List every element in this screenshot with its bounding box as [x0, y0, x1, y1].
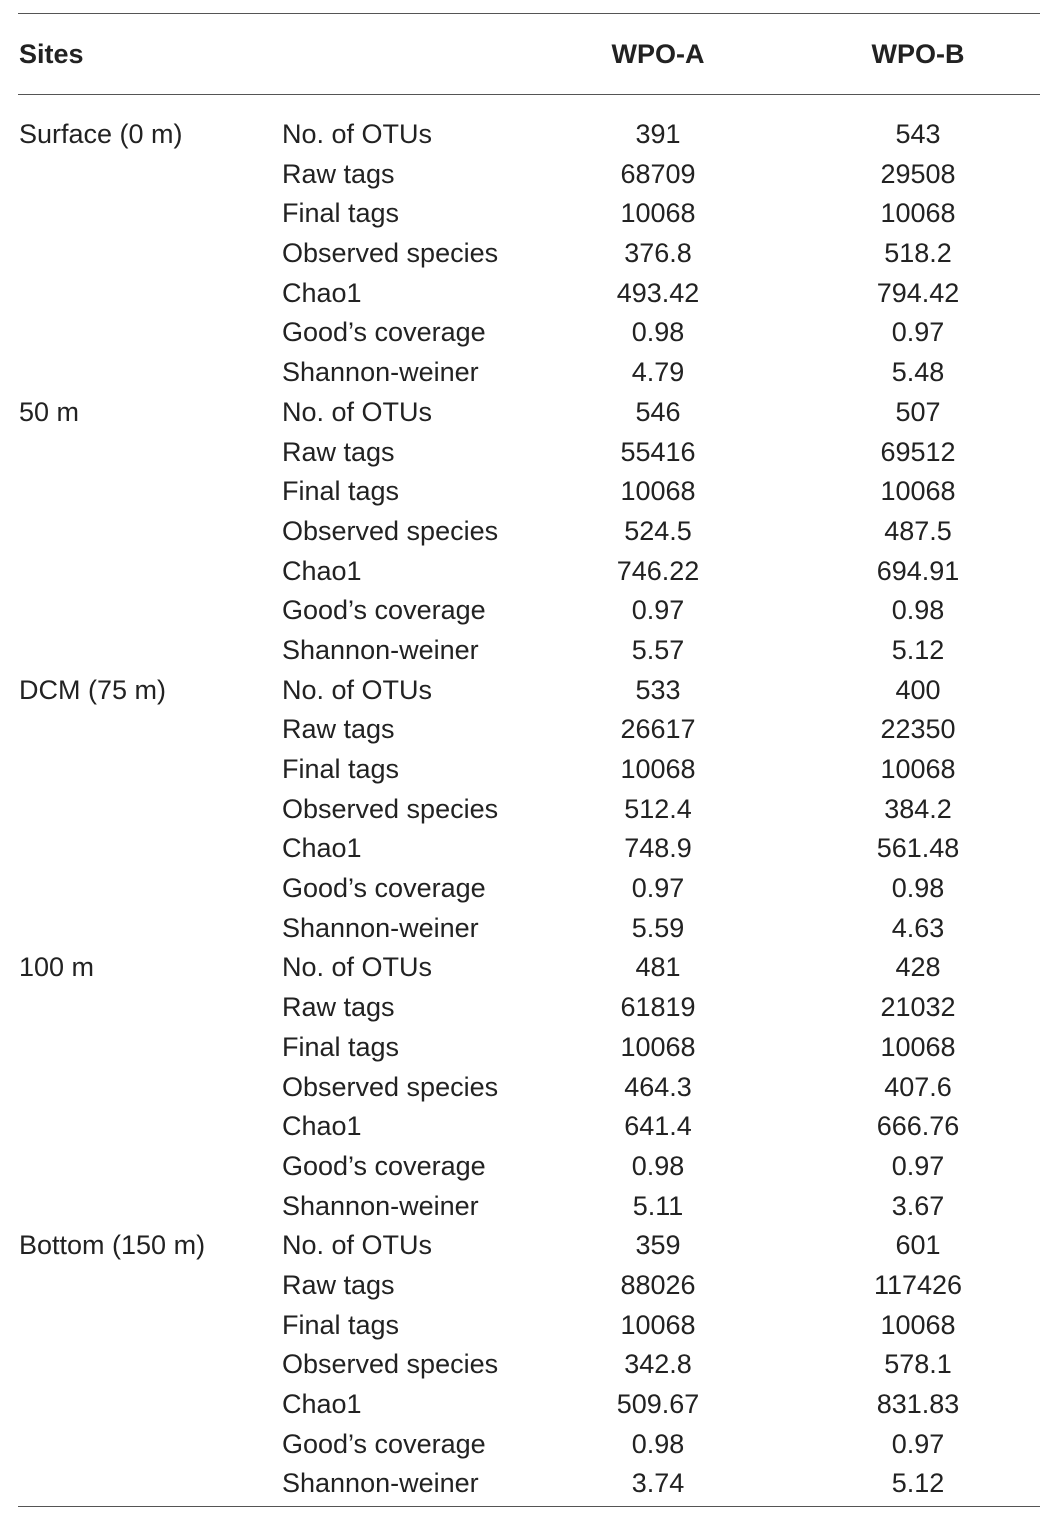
header-wpo-b: WPO-B: [871, 39, 965, 69]
value-wpo-a: 0.97: [631, 873, 685, 904]
metric-label: No. of OTUs: [282, 952, 433, 983]
table-bottom-rule: [18, 1506, 1040, 1507]
metric-label: Raw tags: [282, 992, 395, 1023]
metric-label: Observed species: [282, 238, 499, 269]
value-wpo-a: 641.4: [624, 1111, 692, 1142]
metric-label: No. of OTUs: [282, 674, 433, 705]
metric-label: Raw tags: [282, 436, 395, 467]
table-row: [0, 1305, 1056, 1345]
table-row: [0, 1424, 1056, 1464]
metric-label: Shannon-weiner: [282, 1468, 479, 1499]
metric-label: Shannon-weiner: [282, 357, 479, 388]
value-wpo-b: 428: [895, 952, 941, 983]
site-label: Bottom (150 m): [19, 1230, 206, 1261]
value-wpo-a: 391: [635, 119, 681, 149]
value-wpo-b: 543: [895, 119, 941, 149]
table-row: [0, 828, 1056, 868]
table-row: [0, 233, 1056, 273]
value-wpo-b: 10068: [880, 1309, 956, 1340]
table-row: [0, 1067, 1056, 1107]
metric-label: Chao1: [282, 833, 362, 864]
table-row: [0, 312, 1056, 352]
table-row: [0, 1384, 1056, 1424]
value-wpo-a: 5.11: [632, 1190, 684, 1221]
table-row: [0, 1344, 1056, 1384]
value-wpo-a: 0.98: [631, 317, 685, 348]
value-wpo-a: 342.8: [624, 1349, 692, 1380]
table-row: [0, 1265, 1056, 1305]
metric-label: No. of OTUs: [282, 119, 433, 149]
value-wpo-a: 0.97: [631, 595, 685, 626]
metric-label: Shannon-weiner: [282, 1190, 479, 1221]
value-wpo-b: 10068: [880, 476, 956, 507]
value-wpo-a: 68709: [620, 158, 696, 189]
table-row: [0, 193, 1056, 233]
value-wpo-b: 69512: [880, 436, 956, 467]
value-wpo-b: 3.67: [891, 1190, 945, 1221]
value-wpo-a: 10068: [620, 1031, 696, 1062]
value-wpo-b: 0.97: [891, 317, 945, 348]
value-wpo-a: 10068: [620, 1309, 696, 1340]
metric-label: Shannon-weiner: [282, 634, 479, 665]
value-wpo-a: 5.57: [631, 634, 685, 665]
table-row: [0, 114, 1056, 154]
table-row: [0, 789, 1056, 829]
metric-label: Chao1: [282, 1111, 362, 1142]
metric-label: Raw tags: [282, 1269, 395, 1300]
value-wpo-b: 117426: [873, 1269, 963, 1300]
value-wpo-a: 4.79: [631, 357, 685, 388]
table-row: [0, 908, 1056, 948]
value-wpo-b: 29508: [880, 158, 956, 189]
table-row: [0, 987, 1056, 1027]
value-wpo-b: 5.12: [891, 1468, 945, 1499]
value-wpo-a: 376.8: [624, 238, 692, 269]
table-row: [0, 551, 1056, 591]
value-wpo-b: 694.91: [876, 555, 960, 586]
table-row: [0, 709, 1056, 749]
value-wpo-a: 55416: [620, 436, 696, 467]
table-row: [0, 511, 1056, 551]
value-wpo-a: 3.74: [631, 1468, 685, 1499]
table-row: [0, 1463, 1056, 1503]
metric-label: Chao1: [282, 277, 362, 308]
metric-label: No. of OTUs: [282, 1230, 433, 1261]
value-wpo-b: 0.98: [891, 873, 945, 904]
value-wpo-a: 10068: [620, 198, 696, 229]
value-wpo-b: 10068: [880, 1031, 956, 1062]
metric-label: Final tags: [282, 754, 400, 784]
value-wpo-a: 493.42: [616, 277, 700, 308]
value-wpo-a: 546: [635, 396, 681, 427]
value-wpo-a: 512.4: [624, 793, 692, 824]
value-wpo-b: 4.63: [891, 912, 945, 943]
value-wpo-a: 61819: [620, 992, 696, 1023]
metric-label: Final tags: [282, 1031, 400, 1062]
value-wpo-b: 22350: [880, 714, 956, 745]
site-label: 50 m: [19, 396, 80, 427]
value-wpo-a: 464.3: [624, 1071, 692, 1102]
value-wpo-a: 88026: [620, 1269, 696, 1300]
metric-label: Chao1: [282, 1389, 362, 1419]
value-wpo-b: 507: [895, 396, 941, 427]
value-wpo-a: 481: [635, 952, 681, 983]
table-row: [0, 1146, 1056, 1186]
table-row: [0, 1225, 1056, 1265]
table-row: [0, 868, 1056, 908]
header-sites: Sites: [19, 39, 84, 69]
value-wpo-a: 10068: [620, 476, 696, 507]
value-wpo-b: 518.2: [884, 238, 952, 269]
site-label: DCM (75 m): [19, 674, 166, 705]
value-wpo-b: 10068: [880, 198, 956, 229]
value-wpo-b: 0.97: [891, 1150, 945, 1181]
table-row: [0, 432, 1056, 472]
value-wpo-b: 407.6: [884, 1071, 952, 1102]
value-wpo-a: 509.67: [616, 1389, 700, 1419]
table-row: [0, 1027, 1056, 1067]
metric-label: Raw tags: [282, 714, 395, 745]
value-wpo-a: 746.22: [616, 555, 700, 586]
table-row: [0, 352, 1056, 392]
table-row: [0, 947, 1056, 987]
table-row: [0, 154, 1056, 194]
metric-label: Good’s coverage: [282, 317, 486, 348]
metric-label: Raw tags: [282, 158, 395, 189]
table-row: [0, 1106, 1056, 1146]
value-wpo-b: 794.42: [876, 277, 960, 308]
site-label: Surface (0 m): [19, 119, 183, 149]
value-wpo-b: 5.48: [891, 357, 945, 388]
metric-label: Good’s coverage: [282, 1428, 486, 1459]
value-wpo-a: 10068: [620, 754, 696, 784]
value-wpo-a: 26617: [620, 714, 696, 745]
table-top-rule: [18, 13, 1040, 14]
value-wpo-a: 0.98: [631, 1150, 685, 1181]
value-wpo-b: 21032: [880, 992, 956, 1023]
value-wpo-a: 533: [635, 674, 681, 705]
table-header-row: [0, 28, 1056, 80]
value-wpo-a: 5.59: [631, 912, 685, 943]
metric-label: Shannon-weiner: [282, 912, 479, 943]
value-wpo-a: 359: [635, 1230, 681, 1261]
value-wpo-b: 666.76: [876, 1111, 960, 1142]
table-row: [0, 749, 1056, 789]
value-wpo-b: 561.48: [876, 833, 960, 864]
value-wpo-b: 5.12: [891, 634, 945, 665]
metric-label: No. of OTUs: [282, 396, 433, 427]
value-wpo-b: 601: [895, 1230, 941, 1261]
table-row: [0, 273, 1056, 313]
table-row: [0, 392, 1056, 432]
table-body: [0, 114, 1056, 1503]
metric-label: Good’s coverage: [282, 1150, 486, 1181]
value-wpo-a: 524.5: [624, 515, 692, 546]
value-wpo-b: 578.1: [884, 1349, 952, 1380]
metric-label: Observed species: [282, 1349, 499, 1380]
value-wpo-b: 0.98: [891, 595, 945, 626]
metric-label: Observed species: [282, 515, 499, 546]
header-wpo-a: WPO-A: [611, 39, 705, 69]
table-row: [0, 590, 1056, 630]
table-row: [0, 630, 1056, 670]
value-wpo-b: 10068: [880, 754, 956, 784]
table-header-rule: [18, 94, 1040, 95]
metric-label: Observed species: [282, 793, 499, 824]
metric-label: Final tags: [282, 198, 400, 229]
metric-label: Observed species: [282, 1071, 499, 1102]
metric-label: Good’s coverage: [282, 873, 486, 904]
value-wpo-a: 0.98: [631, 1428, 685, 1459]
value-wpo-b: 487.5: [884, 515, 952, 546]
metric-label: Good’s coverage: [282, 595, 486, 626]
value-wpo-b: 0.97: [891, 1428, 945, 1459]
table-row: [0, 471, 1056, 511]
value-wpo-b: 400: [895, 674, 941, 705]
value-wpo-a: 748.9: [624, 833, 692, 864]
table-row: [0, 670, 1056, 710]
value-wpo-b: 384.2: [884, 793, 952, 824]
site-label: 100 m: [19, 952, 95, 983]
metric-label: Chao1: [282, 555, 362, 586]
value-wpo-b: 831.83: [876, 1389, 960, 1419]
metric-label: Final tags: [282, 476, 400, 507]
metric-label: Final tags: [282, 1309, 400, 1340]
table-row: [0, 1186, 1056, 1226]
